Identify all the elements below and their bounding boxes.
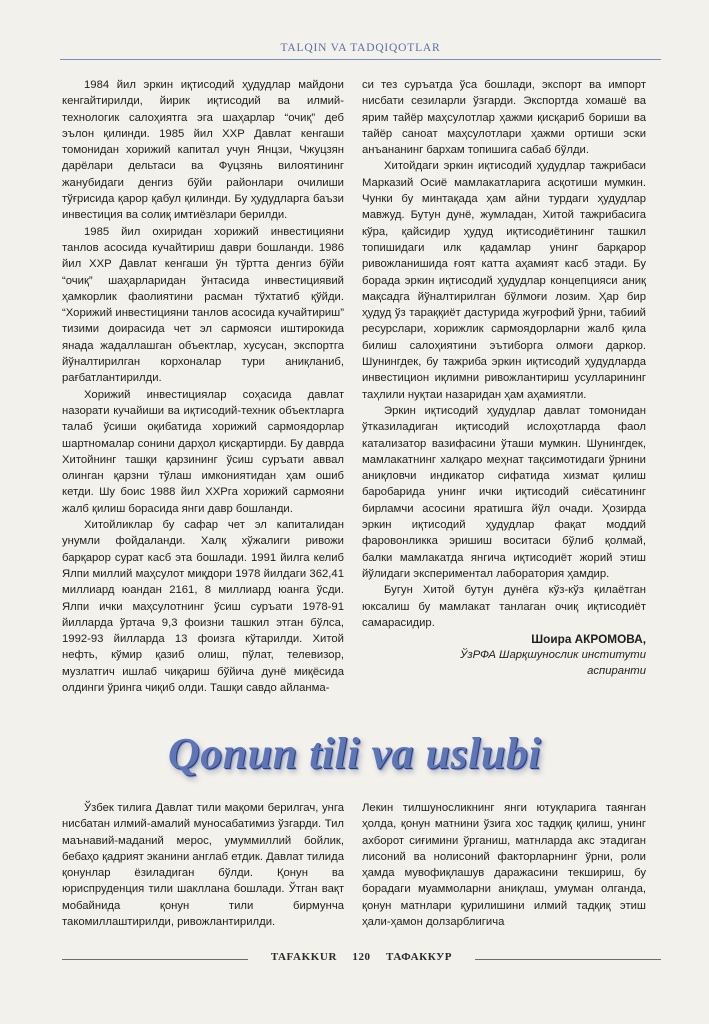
article-paragraph: Хитойликлар бу сафар чет эл капиталидан унумли фойдаланди. Халқ хўжалиги ривожи барқарор сурат касб эта бошлади. 1991 йилга келиб Ялпи миллий маҳсулот миқдори 1978 йилдаги 362,41 миллиард юандан 2161, 8 миллиард юанга ўсди. Ялпи ички маҳсулотнинг ўсиш суръати 1978-91 йилларда ўртача 9,3 фоизни ташкил этган бўлса, 1992-93 йилларда 13 фоизга кўтарилди. Хитой нефть, кўмир қазиб олиш, пўлат, телевизор, музлатгич ишлаб чиқариш бўйича дунё миқёсида олдинги ўринга чиқиб олди. Ташқи савдо айланма-: [62, 519, 344, 694]
article-paragraph: 1984 йил эркин иқтисодий ҳудудлар майдони кенгайтирилди, йирик иқтисодий ва илмий-технологик салоҳиятга эга шаҳарлар “очиқ” деб эълон қилинди. 1985 йил ХХР Давлат кенгаши томонидан хорижий капитал учун Янцзи, Чжуцзян дарёлари дельтаси ва Фуцзянь вилоятининг жанубидаги денгиз бўйи районлари очилиши тўғрисида қарор қабул қилинди. Бу ҳудудларга баъзи инвестиция ва солиқ имтиёзлари берилди.: [62, 79, 344, 222]
section-paragraph: Лекин тилшуносликнинг янги ютуқларига таянган ҳолда, қонун матнини ўзига хос тадқиқ қилиш, унинг ахборот сиғимини ўрганиш, матнларда акс этадиган лисоний ва нолисоний факторларнинг ўрни, роли ҳамда мувофиқлашув даражасини текшириш, бу борадаги муаммоларни аниқлаш, умуман олганда, қонун матнлари қурилишини илмий тадқиқ этиш ҳали-ҳамон долзарблигича: [362, 802, 646, 929]
article-paragraph: Хорижий инвестициялар соҳасида давлат назорати кучайиши ва иқтисодий-техник объектларга талаб ўсиши оқибатида хорижий сармоядорлар шартномалар сонини дарҳол қисқартирди. Бу даврда Хитойнинг ташқи қарзининг ўсиш суръати аввал олинган қарзни тўлаш имкониятидан ҳам ошиб кетди. Шу боис 1988 йил ХХРга хорижий сармояни жалб қилиш борасида янги давр бошланди.: [62, 388, 344, 515]
page-footer: [62, 951, 661, 971]
affiliation-line: аспиранти: [587, 665, 646, 678]
article-paragraph: 1985 йил охиридан хорижий инвестицияни танлов асосида кучайтириш даври бошланди. 1986 йил ХХР Давлат кенгаши ўн тўртта денгиз бўйи “очиқ” шаҳарларидан ўнтасида инвестициявий ҳамкорлик фаолиятини расман тўхтатиб қўйди. “Хорижий инвестицияни танлов асосида кучайтириш” тизими доирасида чет эл сармояси иштирокида янада жадаллашган объектлар, хусусан, экспортга йўналтирилган корхоналар тури аниқланиб, рағбатлантирилди.: [62, 225, 344, 385]
article-paragraph: си тез суръатда ўса бошлади, экспорт ва импорт нисбати сезиларли ўзгарди. Экспортда хомашё ва ярим тайёр маҳсулотлар ҳажми қисқариб бориши ва тайёр саноат маҳсулотлари ҳажми ортиши эски анъананинг бархам топишига сабаб бўлди.: [362, 79, 646, 157]
article-paragraph: Эркин иқтисодий ҳудудлар давлат томонидан ўтказиладиган иқтисодий ислоҳотларда фаол катализатор вазифасини ўташи мумкин. Шунингдек, мамлакатнинг халқаро меҳнат тақсимотидаги ўрнини аниқловчи индикатор сифатида хизмат қилиш баробарида унинг ички иқтисодий сиёсатининг бирламчи асосини яратишга йўл очади. Ҳозирда эркин иқтисодий ҳудудлар фақат моддий фаровонликка эришиш воситаси бўлиб қолмай, балки мамлакатда янгича иқтисодиёт жорий этиш йўлидаги экспериментал лаборатория ҳамдир.: [362, 404, 646, 580]
footer-rule-right: [475, 959, 661, 960]
footer-text: [62, 951, 661, 963]
author-name: Шоира АКРОМОВА,: [531, 632, 646, 647]
affiliation-line: ЎзРФА Шарқшунослик институти: [460, 649, 646, 662]
article-column-left: [62, 77, 344, 696]
header-rule: [60, 59, 661, 60]
footer-magazine-latin: TAFAKKUR: [270, 951, 337, 963]
running-header: [60, 40, 661, 64]
section-column-right: [362, 800, 646, 930]
article-paragraph: Хитойдаги эркин иқтисодий ҳудудлар тажрибаси Марказий Осиё мамлакатларига асқотиши мумкин. Чунки бу минтақада ҳам айни турдаги ҳудудлар мавжуд. Бутун дунё, жумладан, Хитой тажрибасига кўра, қайсидир ҳудуд иқтисодиётининг ташкил топишидаги илк қадамлар унинг барқарор ривожланишида ғоят катта аҳамият касб этади. Бу борада эркин иқтисодий ҳудудлар концепцияси аниқ мақсадга йўналтирилган бўлмоғи лозим. Ҳар бир ҳудуд ўз тараққиёт дастурида жуғрофий ўрни, табиий ресурслари, хорижлик сармоядорларни жалб қила билиш салоҳиятини эътиборга олмоғи даркор. Шунингдек, бу тажриба эркин иқтисодий ҳудудларда инвестицион иқлимни ривожлантириш усулларининг таҳлили нуқтаи назаридан ҳам аҳамиятли.: [362, 160, 646, 401]
page-number: 120: [352, 951, 371, 963]
section-paragraph: Ўзбек тилига Давлат тили мақоми берилгач, унга нисбатан илмий-амалий муносабатимиз ўзгарди. Тил маънавий-маданий мерос, умуммиллий бойлик, бебаҳо қадрият эканини англаб етдик. Давлат тилида қонунлар ёзиладиган бўлди. Қонун ва юриспруденция тили шакллана бошлади. Ўтган вақт мобайнида қонун тили бирмунча такомиллаштирилди, ривожлантирилди.: [62, 802, 344, 929]
author-affiliation: [362, 647, 646, 679]
footer-magazine-cyrillic: ТАФАККУР: [386, 951, 453, 963]
section-column-left: [62, 800, 344, 930]
article-column-right: [362, 77, 646, 679]
header-title: TALQIN VA TADQIQOTLAR: [280, 42, 441, 54]
article-paragraph: Бугун Хитой бутун дунёга кўз-кўз қилаётган юксалиш бу мамлакат танлаган очиқ иқтисодиёт самарасидир.: [362, 584, 646, 629]
section-title: Qonun tili va uslubi: [167, 729, 542, 778]
